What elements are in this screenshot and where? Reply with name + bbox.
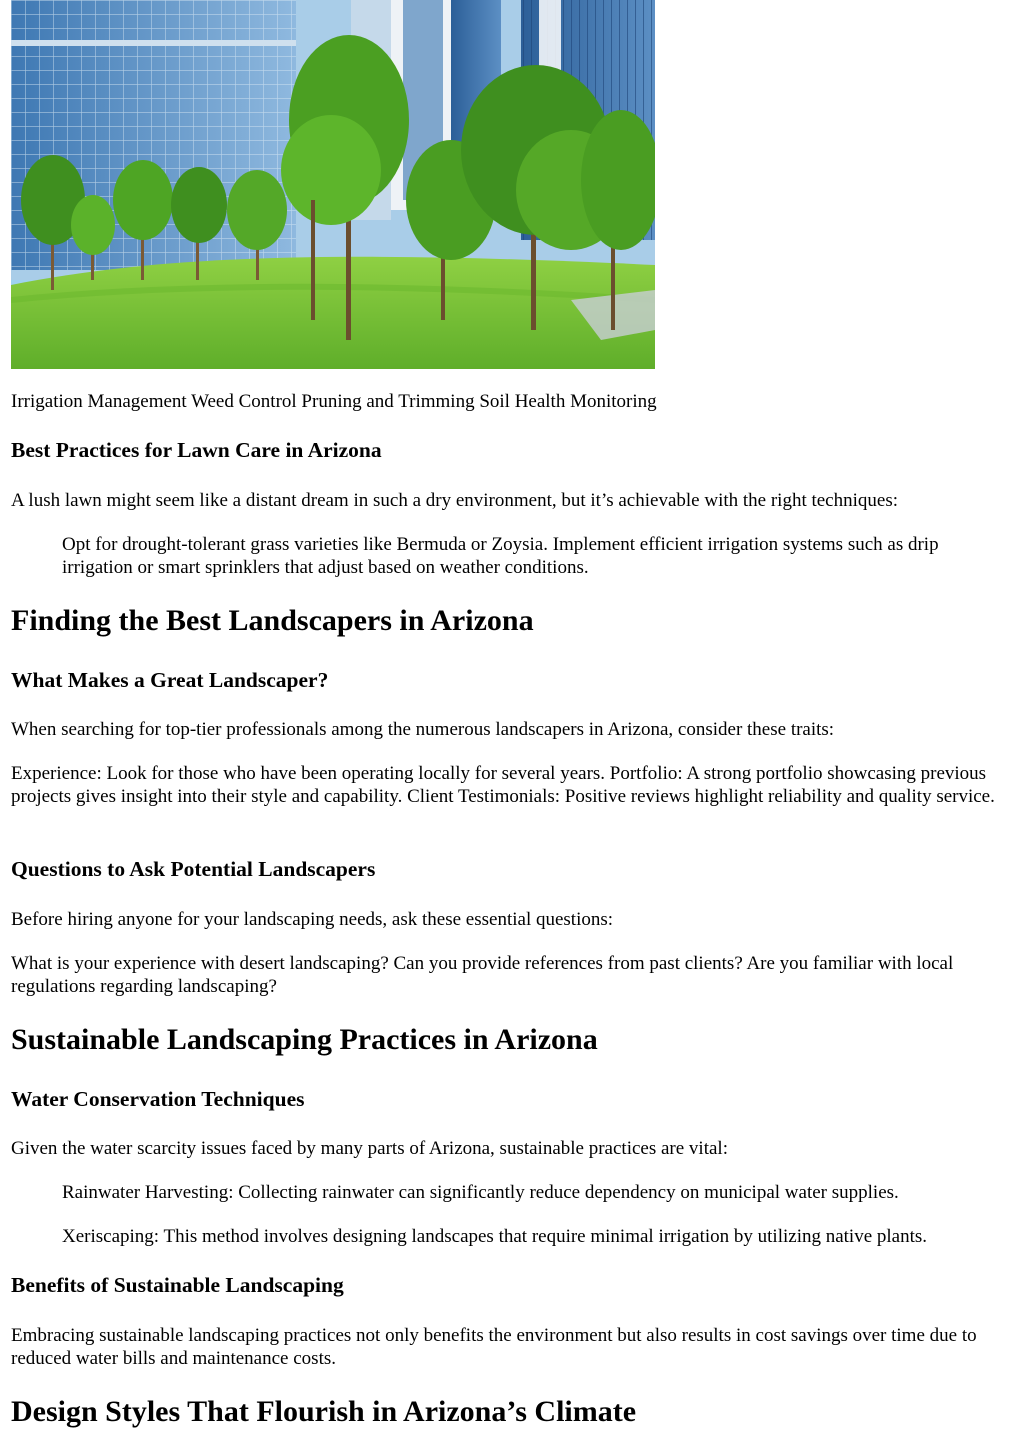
landscaper-traits: Experience: Look for those who have been operating locally for several years. Portfolio: A strong portfolio showcasing previous projects gives insight into their style and capability. Client Testimonials: Positive reviews highlight reliability and quality service. (11, 763, 995, 807)
services-line: Irrigation Management Weed Control Pruning and Trimming Soil Health Monitoring (11, 391, 657, 412)
great-landscaper-heading: What Makes a Great Landscaper? (11, 668, 329, 692)
sustainable-heading: Sustainable Landscaping Practices in Arizona (11, 1023, 598, 1056)
design-styles-heading: Design Styles That Flourish in Arizona’s Climate (11, 1395, 637, 1428)
benefits-text: Embracing sustainable landscaping practices not only benefits the environment but also results in cost savings over time due to reduced water bills and maintenance costs. (11, 1325, 977, 1369)
questions-list: What is your experience with desert landscaping? Can you provide references from past clients? Are you familiar with local regulations regarding landscaping? (11, 953, 954, 997)
urban-park-photo-icon (11, 0, 655, 369)
xeriscaping-item: Xeriscaping: This method involves designing landscapes that require minimal irrigation by utilizing native plants. (62, 1226, 928, 1247)
water-conservation-heading: Water Conservation Techniques (11, 1087, 305, 1111)
rainwater-item: Rainwater Harvesting: Collecting rainwater can significantly reduce dependency on municipal water supplies. (62, 1182, 899, 1203)
benefits-heading: Benefits of Sustainable Landscaping (11, 1273, 344, 1297)
hero-image (11, 0, 655, 369)
questions-heading: Questions to Ask Potential Landscapers (11, 857, 376, 881)
lawn-care-heading: Best Practices for Lawn Care in Arizona (11, 438, 382, 462)
finding-landscapers-heading: Finding the Best Landscapers in Arizona (11, 604, 534, 637)
lawn-care-intro: A lush lawn might seem like a distant dream in such a dry environment, but it’s achievable with the right techniques: (11, 490, 898, 511)
lawn-care-tips: Opt for drought-tolerant grass varieties like Bermuda or Zoysia. Implement efficient irrigation systems such as drip irrigation or smart sprinklers that adjust based on weather conditions. (62, 534, 939, 578)
great-landscaper-intro: When searching for top-tier professionals among the numerous landscapers in Arizona, consider these traits: (11, 719, 835, 740)
water-conservation-intro: Given the water scarcity issues faced by many parts of Arizona, sustainable practices are vital: (11, 1138, 728, 1159)
questions-intro: Before hiring anyone for your landscaping needs, ask these essential questions: (11, 909, 614, 930)
